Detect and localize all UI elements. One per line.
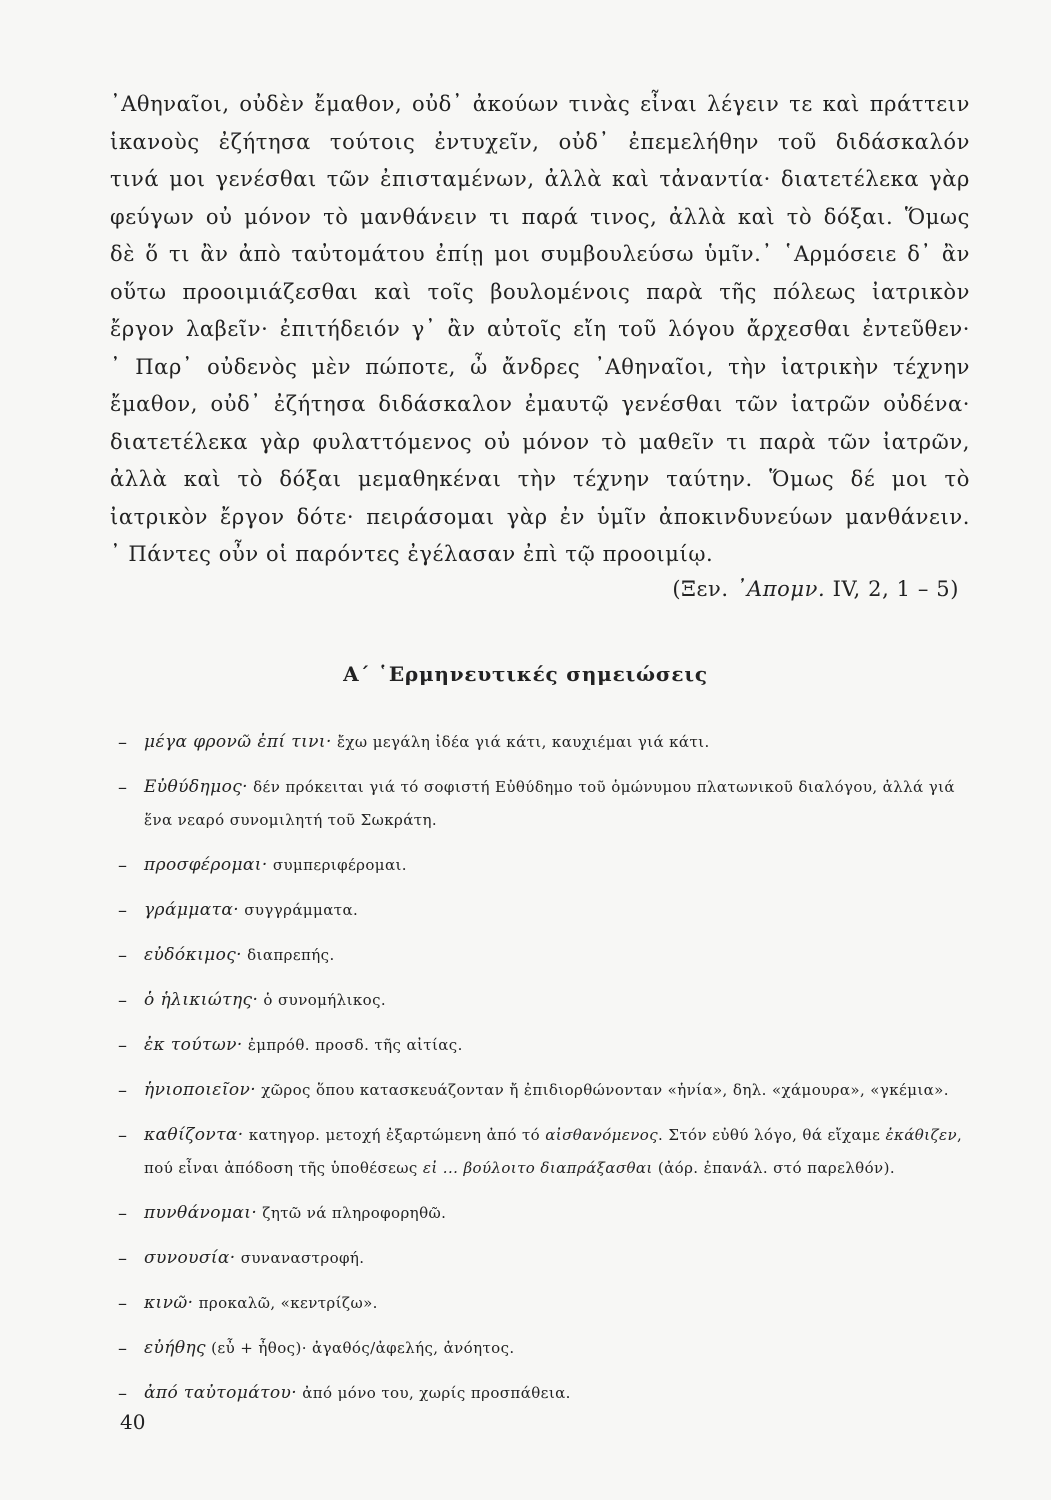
note-term: καθίζοντα· — [144, 1125, 244, 1145]
note-term: εὐήθης — [144, 1338, 206, 1358]
note-dash: – — [118, 1383, 128, 1404]
citation-open: (Ξεν. — [672, 577, 736, 601]
note-term: πυνθάνομαι· — [144, 1203, 258, 1223]
note-item — [118, 1074, 973, 1107]
note-dash: – — [118, 900, 128, 921]
note-definition-part: (ἀόρ. ἐπανάλ. στό παρελθόν). — [652, 1159, 895, 1177]
note-item — [118, 771, 973, 837]
note-definition: χῶρος ὅπου κατασκευάζονταν ἤ ἐπιδιορθώνονταν «ἡνία», δηλ. «χάμουρα», «γκέμια». — [256, 1081, 949, 1099]
note-dash: – — [118, 855, 128, 876]
note-dash: – — [118, 1248, 128, 1269]
passage-line: δὲ ὅ τι ἂν ἀπὸ ταὐτομάτου ἐπίῃ μοι συμβουλεύσω ὑμῖν.᾿ ῾Αρμόσειε δ᾿ ἂν — [110, 242, 970, 266]
note-term: ὁ ἡλικιώτης· — [144, 990, 259, 1010]
note-definition: ἐμπρόθ. προσδ. τῆς αἰτίας. — [242, 1036, 463, 1054]
note-item — [118, 726, 973, 759]
citation — [672, 574, 959, 604]
note-term: ἀπό ταὐτομάτου· — [144, 1383, 298, 1403]
passage-line: ᾿ Πάντες οὖν οἱ παρόντες ἐγέλασαν ἐπὶ τῷ προοιμίῳ. — [110, 542, 714, 566]
note-term: μέγα φρονῶ ἐπί τινι· — [144, 732, 332, 752]
passage-line: ἔργον λαβεῖν· ἐπιτήδειόν γ᾿ ἂν αὐτοῖς εἴη τοῦ λόγου ἄρχεσθαι ἐντεῦθεν· — [110, 317, 970, 341]
note-dash: – — [118, 945, 128, 966]
passage-line: ᾿Αθηναῖοι, οὐδὲν ἔμαθον, οὐδ᾿ ἀκούων τινὰς εἶναι λέγειν τε καὶ πράττειν — [110, 92, 970, 116]
note-term: προσφέρομαι· — [144, 855, 268, 875]
note-term: γράμματα· — [144, 900, 240, 920]
note-definition: συμπεριφέρομαι. — [267, 856, 407, 874]
note-term: συνουσία· — [144, 1248, 236, 1268]
note-item — [118, 1332, 973, 1365]
note-definition: συγγράμματα. — [239, 901, 359, 919]
note-item — [118, 894, 973, 927]
greek-passage — [110, 86, 970, 574]
note-definition-part: αἰσθανόμενος — [545, 1126, 658, 1144]
note-dash: – — [118, 777, 128, 798]
note-definition: συναναστροφή. — [235, 1249, 365, 1267]
note-term: κινῶ· — [144, 1293, 194, 1313]
passage-line: οὕτω προοιμιάζεσθαι καὶ τοῖς βουλομένοις παρὰ τῆς πόλεως ἰατρικὸν — [110, 279, 970, 304]
note-definition: (εὖ + ἦθος)· ἀγαθός/ἀφελής, ἀνόητος. — [205, 1339, 515, 1357]
note-definition: προκαλῶ, «κεντρίζω». — [193, 1294, 378, 1312]
note-definition: ὁ συνομήλικος. — [258, 991, 387, 1009]
note-term: Εὐθύδημος· — [144, 777, 248, 797]
passage-line: ἔμαθον, οὐδ᾿ ἐζήτησα διδάσκαλον ἐμαυτῷ γενέσθαι τῶν ἰατρῶν οὐδένα· — [110, 392, 970, 416]
note-definition: ζητῶ νά πληροφορηθῶ. — [257, 1204, 447, 1222]
note-definition-part: , πού εἶναι ἀπόδοση τῆς ὑποθέσεως — [144, 1126, 963, 1177]
passage-line: διατετέλεκα γὰρ φυλαττόμενος οὐ μόνον τὸ μαθεῖν τι παρὰ τῶν ἰατρῶν, — [110, 429, 970, 454]
passage-line: τινά μοι γενέσθαι τῶν ἐπισταμένων, ἀλλὰ καὶ τἀναντία· διατετέλεκα γὰρ — [110, 167, 970, 191]
note-dash: – — [118, 1035, 128, 1056]
passage-line: ᾿ Παρ᾿ οὐδενὸς μὲν πώποτε, ὦ ἄνδρες ᾿Αθηναῖοι, τὴν ἰατρικὴν τέχνην — [110, 354, 970, 379]
note-item — [118, 1242, 973, 1275]
passage-line: φεύγων οὐ μόνον τὸ μανθάνειν τι παρά τινος, ἀλλὰ καὶ τὸ δόξαι. Ὅμως — [110, 204, 970, 229]
passage-line: ἀλλὰ καὶ τὸ δόξαι μεμαθηκέναι τὴν τέχνην ταύτην. Ὅμως δέ μοι τὸ — [110, 467, 970, 491]
citation-ref: IV, 2, 1 – 5) — [825, 577, 959, 601]
note-item — [118, 849, 973, 882]
passage-line: ἰατρικὸν ἔργον δότε· πειράσομαι γὰρ ἐν ὑμῖν ἀποκινδυνεύων μανθάνειν. — [110, 504, 970, 529]
citation-work: ᾿Απομν. — [735, 577, 826, 601]
note-term: ἡνιοποιεῖον· — [144, 1080, 257, 1100]
note-definition: ἀπό μόνο του, χωρίς προσπάθεια. — [297, 1384, 571, 1402]
note-definition-part: . Στόν εὐθύ λόγο, θά εἴχαμε — [658, 1126, 886, 1144]
note-item — [118, 1119, 973, 1185]
note-term: ἐκ τούτων· — [144, 1035, 243, 1055]
note-term: εὐδόκιμος· — [144, 945, 242, 965]
note-dash: – — [118, 1080, 128, 1101]
notes-list — [118, 726, 973, 1422]
note-item — [118, 939, 973, 972]
note-dash: – — [118, 1293, 128, 1314]
note-definition-part: ἐκάθιζεν — [885, 1126, 957, 1144]
note-item — [118, 1029, 973, 1062]
section-heading: Α΄ ῾Ερμηνευτικές σημειώσεις — [343, 662, 708, 686]
note-dash: – — [118, 990, 128, 1011]
page-number: 40 — [120, 1410, 146, 1434]
note-dash: – — [118, 1203, 128, 1224]
note-definition-part: εἰ ... βούλοιτο διαπράξασθαι — [422, 1159, 653, 1177]
note-dash: – — [118, 1338, 128, 1359]
note-item — [118, 1287, 973, 1320]
note-item — [118, 1197, 973, 1230]
note-definition-part: κατηγορ. μετοχή ἐξαρτώμενη ἀπό τό — [243, 1126, 546, 1144]
note-item — [118, 984, 973, 1017]
note-item — [118, 1377, 973, 1410]
note-definition: διαπρεπής. — [241, 946, 335, 964]
note-definition: ἔχω μεγάλη ἰδέα γιά κάτι, καυχιέμαι γιά κάτι. — [331, 733, 710, 751]
note-dash: – — [118, 1125, 128, 1146]
note-dash: – — [118, 732, 128, 753]
note-definition: δέν πρόκειται γιά τό σοφιστή Εὐθύδημο τοῦ ὁμώνυμου πλατωνικοῦ διαλόγου, ἀλλά γιά ἕνα νεαρό συνομιλητή τοῦ Σωκράτη. — [144, 778, 955, 829]
passage-line: ἱκανοὺς ἐζήτησα τούτοις ἐντυχεῖν, οὐδ᾿ ἐπεμελήθην τοῦ διδάσκαλόν — [110, 129, 970, 154]
